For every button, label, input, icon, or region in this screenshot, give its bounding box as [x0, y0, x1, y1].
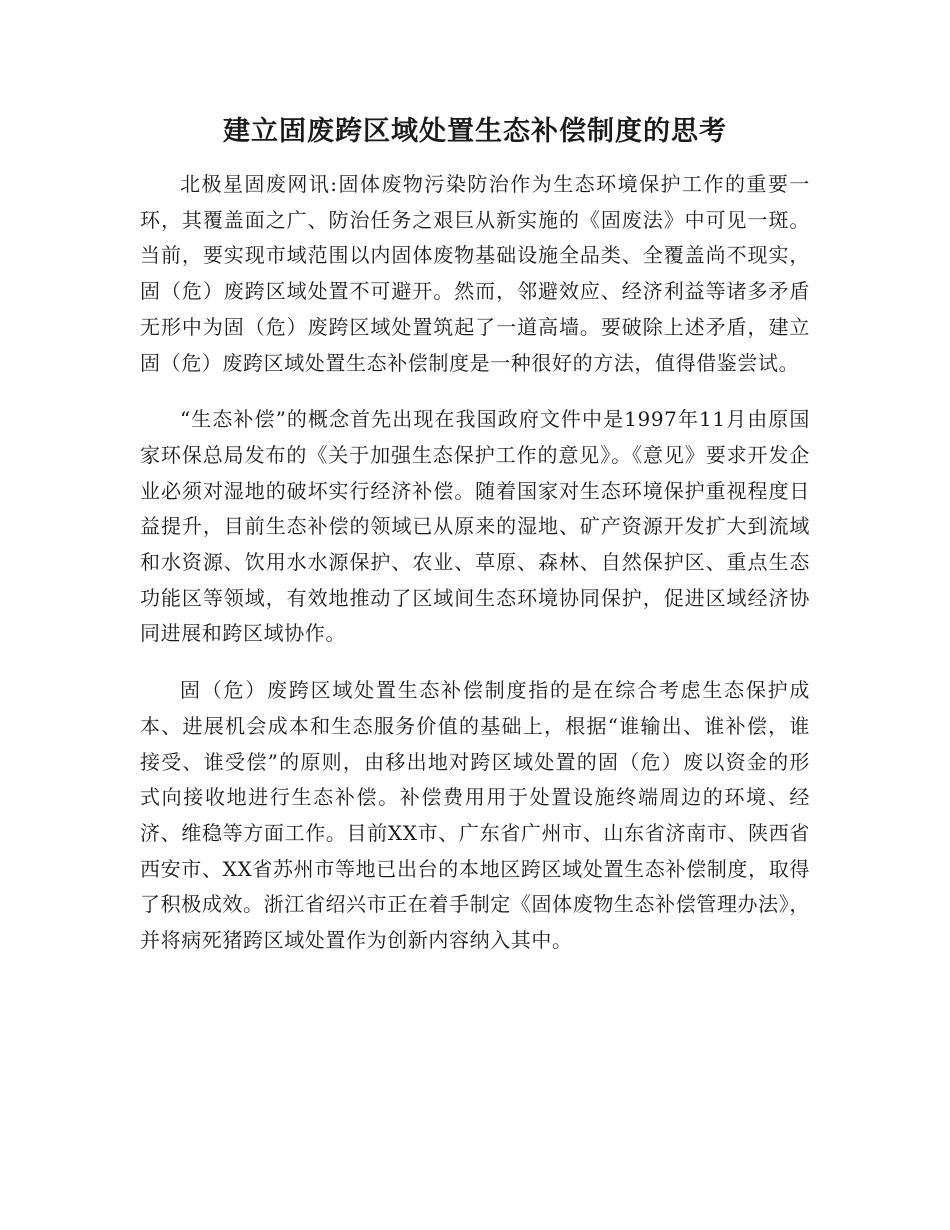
paragraph-3: 固（危）废跨区域处置生态补偿制度指的是在综合考虑生态保护成本、进展机会成本和生态服务价值的基础上，根据“谁输出、谁补偿，谁接受、谁受偿”的原则，由移出地对跨区域处置的固（危）废以资金的形式向接收地进行生态补偿。补偿费用用于处置设施终端周边的环境、经济、维稳等方面工作。目前XX市、广东省广州市、山东省济南市、陕西省西安市、XX省苏州市等地已出台的本地区跨区域处置生态补偿制度，取得了积极成效。浙江省绍兴市正在着手制定《固体废物生态补偿管理办法》，并将病死猪跨区域处置作为创新内容纳入其中。: [140, 678, 810, 953]
document-body: [140, 167, 810, 980]
document-title: 建立固废跨区域处置生态补偿制度的思考: [223, 116, 727, 147]
paragraph-2: “生态补偿”的概念首先出现在我国政府文件中是1997年11月由原国家环保总局发布的《关于加强生态保护工作的意见》。《意见》要求开发企业必须对湿地的破坏实行经济补偿。随着国家对生态环境保护重视程度日益提升，目前生态补偿的领域已从原来的湿地、矿产资源开发扩大到流域和水资源、饮用水水源保护、农业、草原、森林、自然保护区、重点生态功能区等领域，有效地推动了区域间生态环境协同保护，促进区域经济协同进展和跨区域协作。: [140, 407, 810, 646]
paragraph-1: 北极星固废网讯:固体废物污染防治作为生态环境保护工作的重要一环，其覆盖面之广、防治任务之艰巨从新实施的《固废法》中可见一斑。当前，要实现市域范围以内固体废物基础设施全品类、全覆盖尚不现实，固（危）废跨区域处置不可避开。然而，邻避效应、经济利益等诸多矛盾无形中为固（危）废跨区域处置筑起了一道高墙。要破除上述矛盾，建立固（危）废跨区域处置生态补偿制度是一种很好的方法，值得借鉴尝试。: [140, 172, 810, 375]
